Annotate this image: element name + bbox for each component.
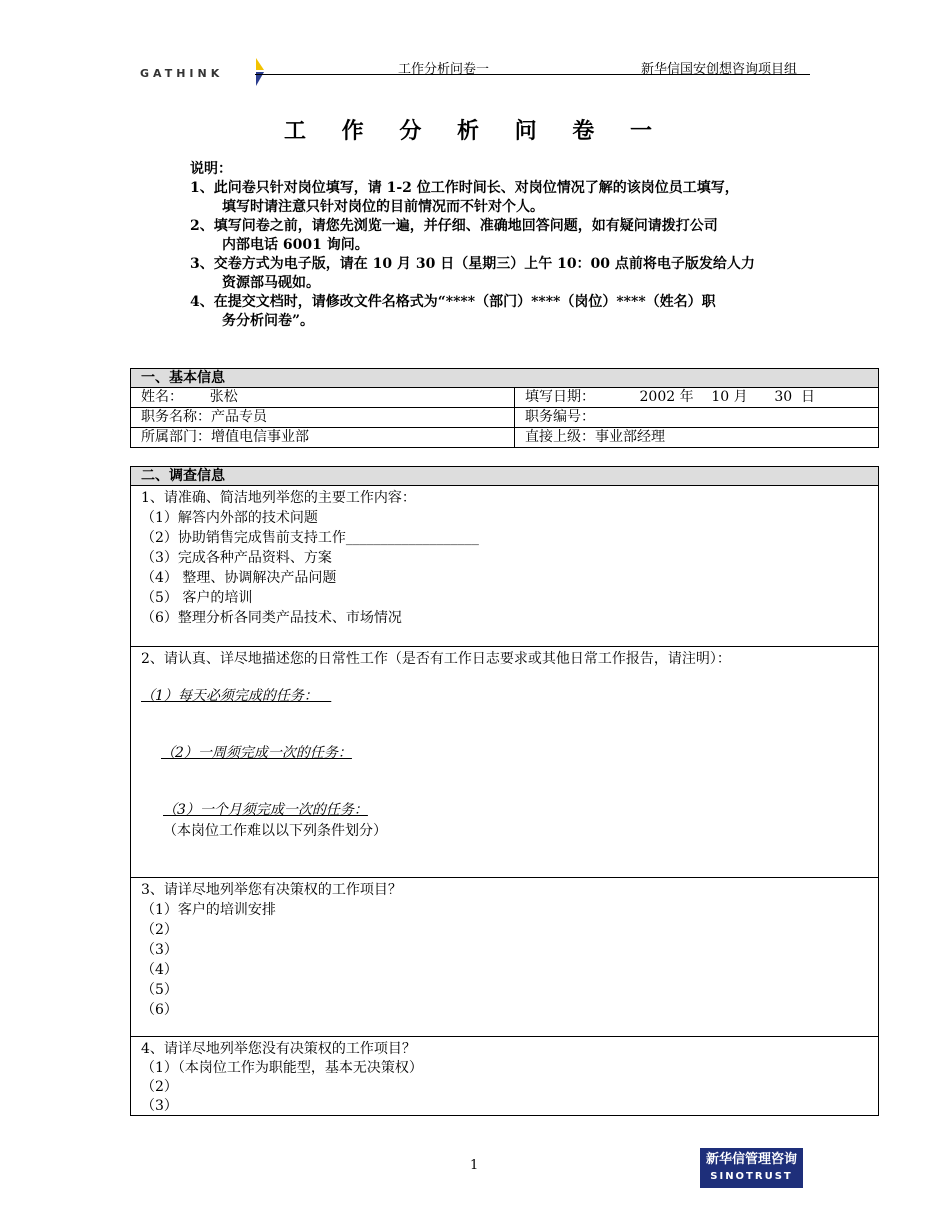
q1-section[interactable] — [131, 486, 878, 647]
list-item: （3） — [141, 942, 178, 958]
job-title-cell[interactable]: 职务名称：产品专员 — [131, 408, 515, 427]
list-item: （1）解答内外部的技术问题 — [141, 510, 318, 526]
q4-question: 4、请详尽地列举您没有决策权的工作项目？ — [141, 1041, 416, 1057]
table-row — [131, 428, 878, 447]
monthly-tasks-label: （3）一个月须完成一次的任务： — [163, 802, 368, 818]
header-project-group: 新华信国安创想咨询项目组 — [641, 62, 798, 77]
department-cell[interactable]: 所属部门：增值电信事业部 — [131, 428, 515, 447]
survey-heading: 二、调查信息 — [131, 467, 878, 486]
survey-table — [130, 466, 879, 1116]
gathink-logo — [140, 58, 265, 86]
instruction-item: 3、交卷方式为电子版，请在 10 月 30 日（星期三）上午 10：00 点前将电子版发给人力 资源部马砚如。 — [190, 256, 755, 291]
list-item: （1）客户的培训安排 — [141, 902, 276, 918]
job-number-cell[interactable]: 职务编号： — [525, 409, 595, 425]
table-row — [131, 388, 878, 408]
list-item: （6）整理分析各同类产品技术、市场情况 — [141, 610, 402, 626]
q2-section[interactable] — [131, 647, 878, 878]
list-item: （4） 整理、协调解决产品问题 — [141, 570, 337, 586]
table-row — [131, 408, 878, 428]
supervisor-cell[interactable]: 直接上级：事业部经理 — [525, 429, 665, 445]
name-cell[interactable]: 姓名： 张松 — [131, 388, 515, 407]
list-item: （5） — [141, 982, 178, 998]
sinotrust-logo-en: SINOTRUST — [710, 1171, 793, 1182]
list-item: （2）协助销售完成售前支持工作___________________ — [141, 530, 479, 546]
list-item: （2） — [141, 1079, 178, 1095]
q1-question: 1、请准确、简洁地列举您的主要工作内容： — [141, 490, 416, 506]
instruction-item: 4、在提交文档时，请修改文件名格式为“****（部门）****（岗位）****（姓名）职 务分析问卷”。 — [190, 294, 716, 329]
daily-tasks-label: （1）每天必须完成的任务： — [141, 688, 332, 704]
q3-section[interactable] — [131, 878, 878, 1037]
instruction-item: 1、此问卷只针对岗位填写，请 1-2 位工作时间长、对岗位情况了解的该岗位员工填写， 填写时请注意只针对岗位的目前情况而不针对个人。 — [190, 180, 739, 215]
page-number: 1 — [470, 1158, 479, 1173]
list-item: （1）（本岗位工作为职能型，基本无决策权） — [141, 1060, 423, 1076]
q4-section[interactable] — [131, 1037, 878, 1115]
list-item: （5） 客户的培训 — [141, 590, 253, 606]
weekly-tasks-label: （2）一周须完成一次的任务： — [161, 745, 352, 761]
logo-text: GATHINK — [140, 67, 224, 80]
header-doc-title: 工作分析问卷一 — [398, 62, 490, 77]
list-item: （3）完成各种产品资料、方案 — [141, 550, 332, 566]
list-item: （3） — [141, 1098, 178, 1114]
fill-date-cell[interactable]: 填写日期： 2002 年 10 月 30 日 — [525, 389, 816, 405]
list-item: （2） — [141, 922, 178, 938]
q3-question: 3、请详尽地列举您有决策权的工作项目？ — [141, 882, 402, 898]
header-rule — [255, 74, 810, 75]
instruction-item: 2、填写问卷之前，请您先浏览一遍，并仔细、准确地回答问题，如有疑问请拨打公司 内部电话 6001 询问。 — [190, 218, 718, 253]
list-item: （6） — [141, 1002, 178, 1018]
instructions-list — [190, 179, 830, 331]
list-item: （4） — [141, 962, 178, 978]
sinotrust-logo — [700, 1148, 803, 1188]
instructions-label: 说明： — [190, 161, 232, 177]
basic-info-table — [130, 368, 879, 448]
page-title: 工 作 分 析 问 卷 一 — [284, 118, 666, 144]
q2-note: （本岗位工作难以以下列条件划分） — [163, 823, 387, 839]
sinotrust-logo-cn: 新华信管理咨询 — [705, 1152, 797, 1167]
basic-info-heading: 一、基本信息 — [131, 369, 878, 388]
q2-question: 2、请认真、详尽地描述您的日常性工作（是否有工作日志要求或其他日常工作报告，请注明）： — [141, 651, 731, 667]
logo-arrow-icon — [248, 58, 264, 86]
